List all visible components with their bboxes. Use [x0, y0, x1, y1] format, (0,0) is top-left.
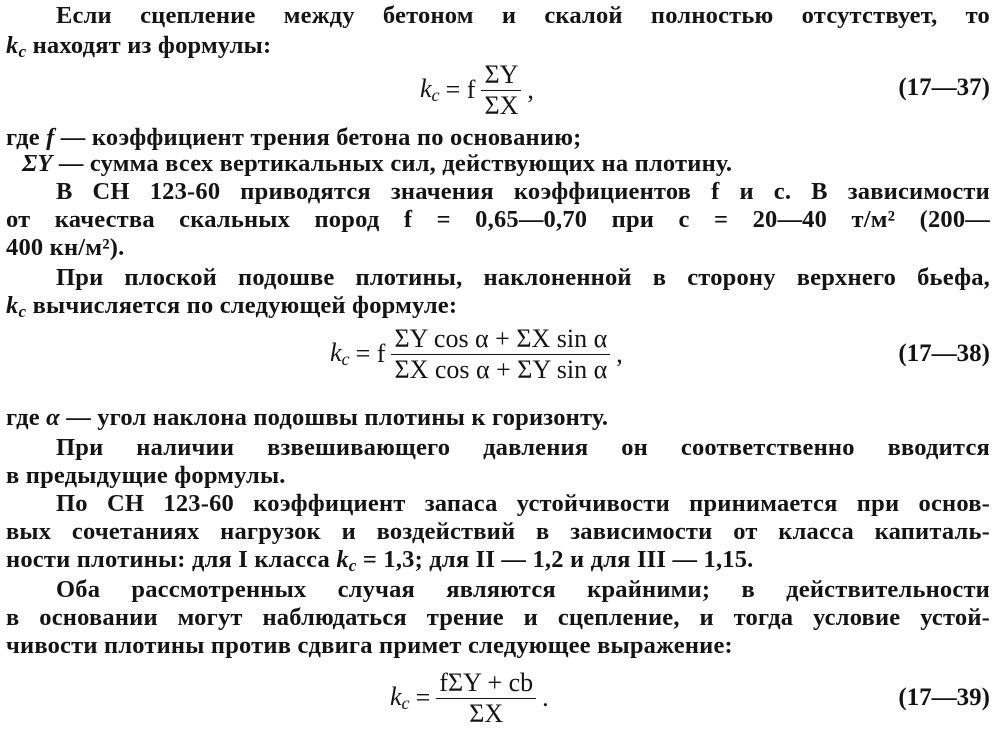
- formula-17-37: $k_c$ = f $\frac{\Sigma Y}{\Sigma X}$ ,: [420, 59, 534, 120]
- formula-17-38: $k_c$ = f $\frac{\text{ΣY cos α + ΣX sin α}}{\text{ΣX cos α + ΣY sin α}}$ ,: [330, 323, 623, 384]
- text-line-13: По СН 123-60 коэффициент запаса устойчивости принимается при основ-: [56, 490, 990, 517]
- text-line-18: чивости плотины против сдвига примет следующее выражение:: [6, 632, 733, 659]
- text-line-17: в основании могут наблюдаться трение и сцепление, и тогда условие устой-: [6, 604, 990, 631]
- formula-17-38-lhs: = f: [355, 339, 386, 368]
- formula-17-39-lhs: =: [415, 683, 431, 712]
- text-line-6: от качества скальных пород f = 0,65—0,70 при c = 20—40 т/м² (200—: [6, 206, 990, 233]
- text-line-3-rest: — коэффициент трения бетона по основанию;: [60, 124, 582, 151]
- k-symbol: $k_c$: [6, 32, 27, 61]
- text-line-5: В СН 123-60 приводятся значения коэффициентов f и c. В зависимости: [56, 178, 990, 205]
- text-line-10: где α — угол наклона подошвы плотины к горизонту.: [6, 404, 609, 431]
- text-line-11: При наличии взвешивающего давления он соответственно вводится: [56, 434, 990, 461]
- formula-17-37-fraction: [481, 59, 521, 120]
- formula-17-38-numerator: ΣY cos α + ΣX sin α: [391, 326, 610, 355]
- formula-17-39-numerator: fΣY + cb: [436, 670, 536, 699]
- formula-17-39-denominator: ΣX: [469, 698, 504, 728]
- formula-17-37-denominator: ΣX: [484, 90, 519, 120]
- formula-17-38-fraction: [391, 323, 610, 384]
- formula-17-39-fraction: [436, 667, 536, 728]
- formula-17-37-lhs: = f: [445, 75, 476, 104]
- formula-17-39: $k_c$ = $\frac{\text{fΣY + cb}}{\Sigma X}$ .: [390, 667, 549, 728]
- text-line-3: где f — коэффициент трения бетона по основанию;: [6, 124, 582, 151]
- text-line-9-rest: вычисляется по следующей формуле:: [32, 292, 458, 319]
- text-line-15: ности плотины: для I класса $k_c = 1,3$; для II — 1,2 и для III — 1,15.: [6, 546, 754, 575]
- equation-number-17-38: (17—38): [898, 340, 990, 367]
- text-line-12: в предыдущие формулы.: [6, 462, 286, 489]
- text-line-14: вых сочетаниях нагрузок и воздействий в зависимости от класса капиталь-: [6, 518, 990, 545]
- text-line-7: 400 кн/м²).: [6, 234, 125, 261]
- text-line-2-rest: находят из формулы:: [32, 32, 272, 59]
- equation-number-17-39: (17—39): [898, 684, 990, 711]
- formula-17-38-denominator: ΣX cos α + ΣY sin α: [394, 354, 608, 384]
- text-line-16: Оба рассмотренных случая являются крайними; в действительности: [56, 576, 990, 603]
- text-line-8: При плоской подошве плотины, наклоненной в сторону верхнего бьефа,: [56, 264, 990, 291]
- text-line-4-rest: — сумма всех вертикальных сил, действующих на плотину.: [58, 150, 733, 177]
- equation-number-17-37: (17—37): [898, 74, 990, 101]
- formula-17-37-numerator: ΣY: [481, 62, 521, 91]
- text-line-1: Если сцепление между бетоном и скалой полностью отсутствует, то: [56, 2, 990, 29]
- text-line-4: ΣY — сумма всех вертикальных сил, действующих на плотину.: [22, 150, 733, 177]
- text-line-9: $k_c$ вычисляется по следующей формуле:: [6, 292, 458, 321]
- text-line-10-rest: — угол наклона подошвы плотины к горизонту.: [66, 404, 609, 431]
